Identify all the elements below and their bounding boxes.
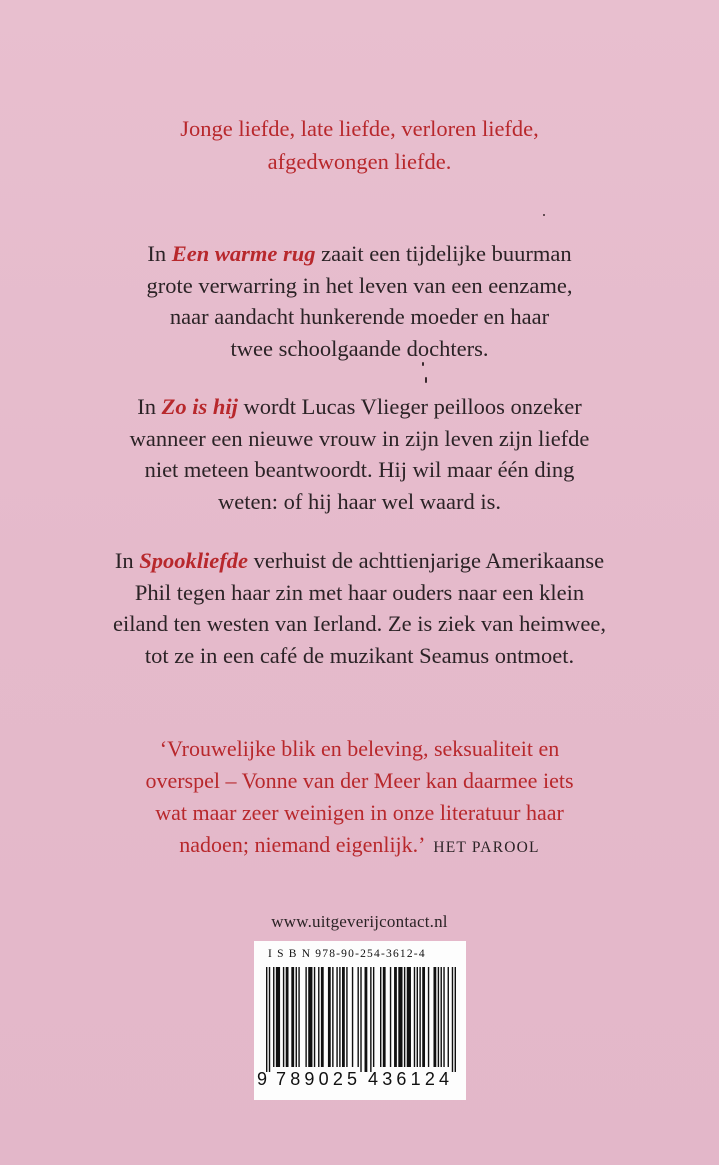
barcode-bar [336, 967, 337, 1067]
barcode-digits [254, 1069, 466, 1093]
publisher-website: www.uitgeverijcontact.nl [271, 912, 448, 931]
barcode-bar [328, 967, 331, 1067]
barcode-bar [276, 967, 280, 1067]
barcode-bar [342, 967, 345, 1067]
story-line [0, 238, 719, 270]
barcode-bar [394, 967, 397, 1067]
barcode-bar [452, 967, 453, 1072]
story-line: eiland ten westen van Ierland. Ze is ziek van heimwee, [113, 611, 606, 636]
barcode-bar [318, 967, 319, 1067]
story-prefix: In [137, 394, 162, 419]
story-line: wanneer een nieuwe vrouw in zijn leven zijn liefde [129, 425, 590, 451]
barcode-bar [422, 967, 425, 1067]
quote-source: HET PAROOL [433, 839, 540, 856]
barcode-bar [417, 967, 418, 1067]
story-text: verhuist de achttienjarige Amerikaanse [247, 548, 605, 573]
story-line: tot ze in een café de muzikant Seamus ontmoet. [144, 642, 575, 668]
barcode-bar [298, 967, 299, 1067]
barcode-bar [308, 967, 312, 1067]
story-description-3 [0, 545, 719, 671]
story-description-1 [0, 238, 719, 364]
story-line: naar aandacht hunkerende moeder en haar [169, 304, 550, 329]
barcode-bar [269, 967, 270, 1072]
story-prefix: In [147, 241, 172, 266]
barcode-bar [448, 967, 449, 1067]
barcode-bar [266, 967, 267, 1072]
quote-line [0, 829, 719, 864]
barcode-bar [273, 967, 274, 1067]
barcode-bar [283, 967, 284, 1067]
story-line [0, 545, 719, 577]
barcode-bar [390, 967, 391, 1067]
barcode-bar [441, 967, 442, 1067]
barcode-bar [455, 967, 456, 1072]
story-title: Een warme rug [171, 241, 316, 266]
story-line: niet meteen beantwoordt. Hij wil maar één ding [144, 457, 575, 482]
print-speck [425, 377, 427, 383]
story-title: Zo is hij [161, 394, 238, 419]
quote-line: wat maar zeer weinigen in onze literatuur haar [155, 800, 564, 825]
barcode-bar [370, 967, 371, 1072]
story-line: twee schoolgaande dochters. [230, 335, 489, 361]
barcode-left-group: 789025 [276, 1069, 362, 1089]
barcode-bars [266, 967, 456, 1072]
barcode-bar [373, 967, 374, 1067]
story-prefix: In [114, 548, 140, 573]
barcode-bar [428, 967, 429, 1067]
barcode-bar [414, 967, 415, 1067]
tagline [0, 112, 719, 178]
review-quote [0, 733, 719, 864]
barcode-bar [380, 967, 381, 1067]
barcode-bar [383, 967, 386, 1067]
tagline-line-1: Jonge liefde, late liefde, verloren liefde, [180, 116, 539, 141]
story-line: weten: of hij haar wel waard is. [217, 488, 502, 514]
barcode-bar [314, 967, 315, 1067]
barcode-bar [339, 967, 340, 1067]
story-description-2 [0, 391, 719, 517]
barcode-bar [365, 967, 368, 1072]
barcode-bar [404, 967, 405, 1067]
isbn-number: I S B N 978-90-254-3612-4 [268, 948, 426, 960]
story-text: wordt Lucas Vlieger peilloos onzeker [237, 394, 582, 419]
print-speck [543, 214, 545, 216]
story-line: Phil tegen haar zin met haar ouders naar een klein [134, 579, 585, 605]
story-line [0, 391, 719, 423]
barcode-bar [419, 967, 420, 1067]
barcode-bar [398, 967, 402, 1067]
barcode-bar [286, 967, 289, 1067]
barcode-bar [332, 967, 333, 1067]
barcode-bar [407, 967, 411, 1067]
story-text: zaait een tijdelijke buurman [315, 241, 572, 266]
barcode-bar [291, 967, 294, 1067]
story-title: Spookliefde [139, 548, 248, 573]
quote-line: overspel – Vonne van der Meer kan daarmee iets [145, 768, 574, 793]
barcode-bar [443, 967, 444, 1067]
barcode-first-digit: 9 [257, 1069, 268, 1089]
barcode-right-group: 436124 [368, 1069, 454, 1089]
isbn-barcode [254, 941, 466, 1100]
barcode-bar [296, 967, 297, 1067]
barcode-bar [360, 967, 361, 1072]
story-line: grote verwarring in het leven van een eenzame, [146, 272, 573, 298]
barcode-bar [438, 967, 439, 1067]
barcode-bar [433, 967, 436, 1067]
tagline-line-2: afgedwongen liefde. [267, 149, 452, 174]
quote-text: nadoen; niemand eigenlijk.’ [179, 832, 424, 857]
quote-line: ‘Vrouwelijke blik en beleving, seksualiteit en [159, 736, 560, 761]
barcode-bar [305, 967, 306, 1067]
barcode-bar [352, 967, 353, 1067]
barcode-bar [321, 967, 324, 1067]
barcode-bar [357, 967, 358, 1067]
barcode-bar [346, 967, 347, 1067]
print-speck [422, 362, 424, 366]
